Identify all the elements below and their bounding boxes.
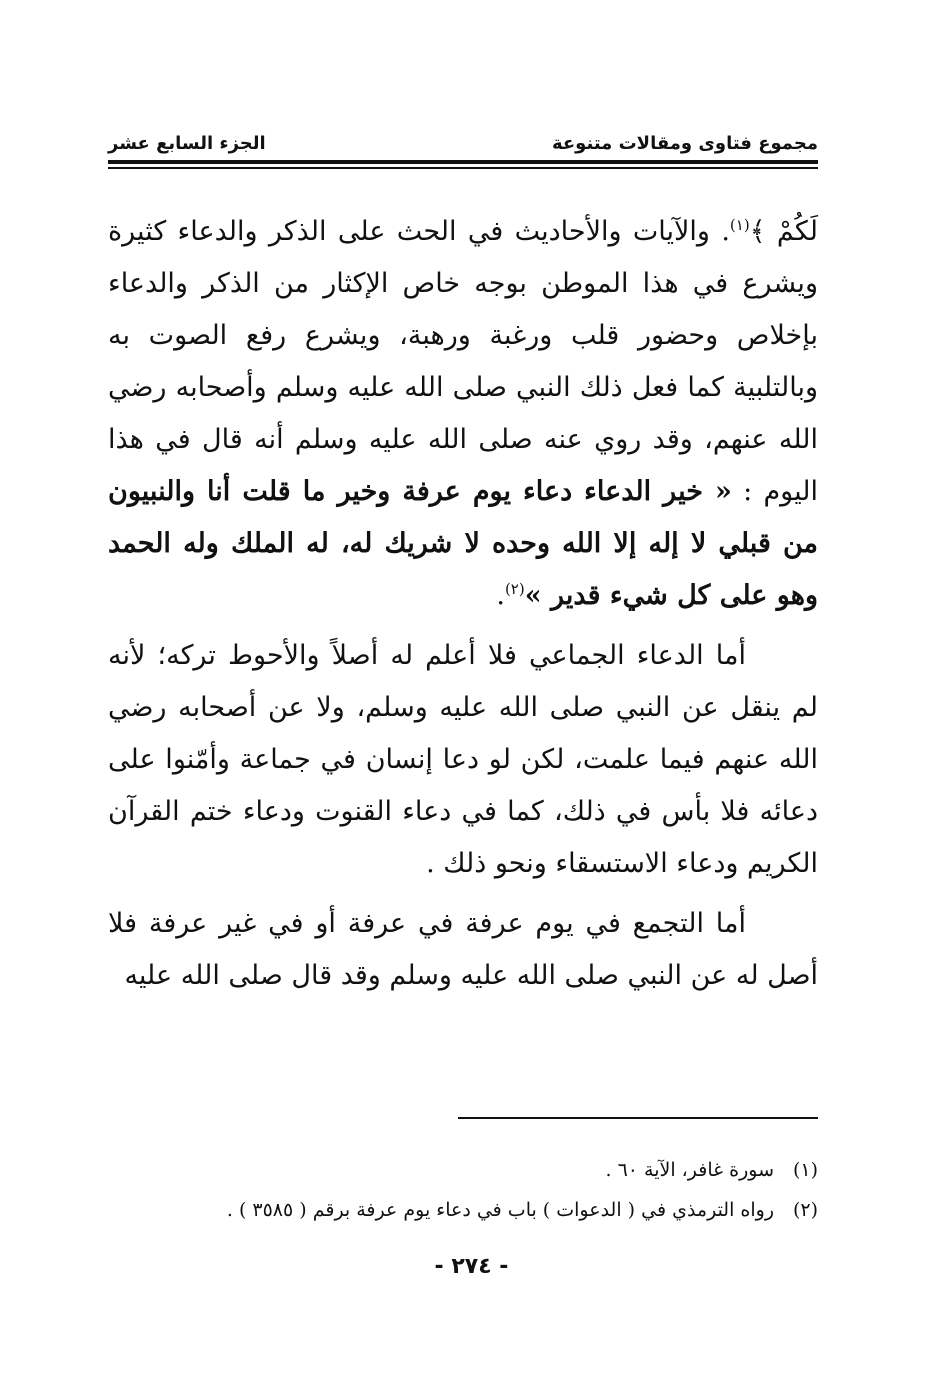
hadith-quote: « خير الدعاء دعاء يوم عرفة وخير ما قلت أنا والنبيون من قبلي لا إله إلا الله وحده لا شريك له، له الملك وله الحمد وهو على كل شيء قدير » — [108, 476, 818, 611]
footnote-1-number: (١) — [792, 1159, 818, 1181]
footnote-1-text: سورة غافر، الآية ٦٠ . — [605, 1159, 774, 1181]
header-rule-thick — [108, 160, 818, 164]
paragraph-2-text: أما الدعاء الجماعي فلا أعلم له أصلاً والأحوط تركه؛ لأنه لم ينقل عن النبي صلى الله عليه وسلم، ولا عن أصحابه رضي الله عنهم فيما علمت، لكن لو دعا إنسان في جماعة وأمّنوا على دعائه فلا بأس في ذلك، كما في دعاء القنوت ودعاء ختم القرآن الكريم ودعاء الاستسقاء ونحو ذلك . — [108, 640, 818, 879]
volume-label: الجزء السابع عشر — [108, 133, 266, 154]
quran-verse-end: لَكُمْ ﴾ — [749, 216, 818, 247]
footnote-2-text: رواه الترمذي في ( الدعوات ) باب في دعاء يوم عرفة برقم ( ٣٥٨٥ ) . — [226, 1199, 774, 1221]
paragraph-1-end: . — [496, 580, 505, 611]
paragraph-1 — [108, 206, 818, 622]
paragraph-2 — [108, 630, 818, 890]
book-title: مجموع فتاوى ومقالات متنوعة — [551, 133, 818, 154]
footnote-2-number: (٢) — [792, 1199, 818, 1221]
footnotes — [108, 1150, 818, 1230]
main-text — [108, 206, 818, 1010]
running-header — [108, 128, 818, 154]
paragraph-1-text: . والآيات والأحاديث في الحث على الذكر والدعاء كثيرة ويشرع في هذا الموطن بوجه خاص الإكثار من الذكر والدعاء بإخلاص وحضور قلب ورغبة ورهبة، ويشرع رفع الصوت به وبالتلبية كما فعل ذلك النبي صلى الله عليه وسلم وأصحابه رضي الله عنهم، وقد روي عنه صلى الله عليه وسلم أنه قال في هذا اليوم : — [108, 216, 818, 507]
paragraph-3 — [108, 898, 818, 1002]
footnote-ref-1: (١) — [729, 216, 750, 234]
footnote-ref-2: (٢) — [504, 580, 525, 598]
footnote-separator — [458, 1117, 818, 1119]
paragraph-3-text: أما التجمع في يوم عرفة في عرفة أو في غير عرفة فلا أصل له عن النبي صلى الله عليه وسلم وقد قال صلى الله عليه — [108, 908, 818, 991]
header-rule-thin — [108, 167, 818, 169]
footnote-1 — [108, 1150, 818, 1190]
footnote-2 — [108, 1190, 818, 1230]
page-number: - ٢٧٤ - — [434, 1254, 509, 1279]
